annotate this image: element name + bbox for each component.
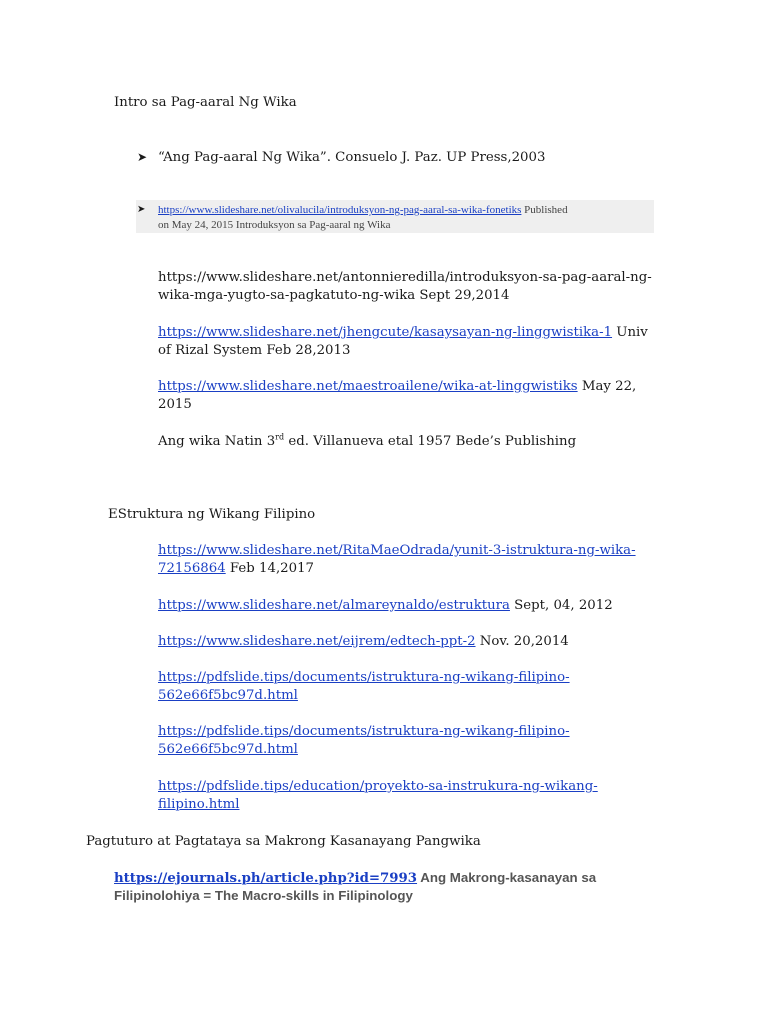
reference-line xyxy=(158,669,570,687)
reference-line: https://www.slideshare.net/maestroailene/wika-at-linggwistiks May 22, xyxy=(158,379,637,394)
reference-line xyxy=(158,542,636,560)
reference-line xyxy=(158,778,598,796)
reference-link[interactable]: https://www.slideshare.net/RitaMaeOdrada/yunit-3-istruktura-ng-wika- xyxy=(158,543,636,558)
reference-line: Filipinolohiya = The Macro-skills in Filipinology xyxy=(114,888,413,903)
reference-link[interactable]: https://www.slideshare.net/jhengcute/kasaysayan-ng-linggwistika-1 xyxy=(158,325,613,340)
arrow-bullet-icon: ➤ xyxy=(137,150,148,164)
reference-link[interactable]: https://www.slideshare.net/almareynaldo/estruktura xyxy=(158,598,510,613)
reference-line: https://www.slideshare.net/almareynaldo/estruktura Sept, 04, 2012 xyxy=(158,598,613,613)
reference-line: https://www.slideshare.net/olivalucila/introduksyon-ng-pag-aaral-sa-wika-fonetiks Published xyxy=(158,204,568,216)
reference-link[interactable]: https://pdfslide.tips/documents/istruktura-ng-wikang-filipino- xyxy=(158,670,570,685)
section-heading-estruktura: EStruktura ng Wikang Filipino xyxy=(108,507,316,522)
reference-link[interactable]: 562e66f5bc97d.html xyxy=(158,742,298,757)
reference-link[interactable]: https://ejournals.ph/article.php?id=7993 xyxy=(114,871,418,886)
reference-line: 72156864 Feb 14,2017 xyxy=(158,561,315,576)
reference-line: 2015 xyxy=(158,397,192,412)
reference-book-villanueva: Ang wika Natin 3rd ed. Villanueva etal 1957 Bede’s Publishing xyxy=(158,432,577,449)
reference-link[interactable]: filipino.html xyxy=(158,797,240,812)
reference-line xyxy=(158,796,239,814)
reference-line: of Rizal System Feb 28,2013 xyxy=(158,343,351,358)
arrow-bullet-icon: ➤ xyxy=(137,204,146,215)
reference-link[interactable]: https://www.slideshare.net/olivalucila/introduksyon-ng-pag-aaral-sa-wika-fonetiks xyxy=(158,204,522,216)
reference-link[interactable]: 562e66f5bc97d.html xyxy=(158,688,298,703)
reference-link[interactable]: https://pdfslide.tips/education/proyekto-sa-instrukura-ng-wikang- xyxy=(158,779,598,794)
reference-url-text: wika-mga-yugto-sa-pagkatuto-ng-wika Sept 29,2014 xyxy=(158,288,510,303)
reference-link[interactable]: https://www.slideshare.net/eijrem/edtech-ppt-2 xyxy=(158,634,476,649)
section-heading-intro: Intro sa Pag-aaral Ng Wika xyxy=(114,95,297,110)
reference-line xyxy=(158,723,570,741)
reference-link[interactable]: 72156864 xyxy=(158,561,226,576)
section-heading-pagtuturo: Pagtuturo at Pagtataya sa Makrong Kasanayang Pangwika xyxy=(86,834,481,849)
reference-line xyxy=(158,687,298,705)
reference-url-text: https://www.slideshare.net/antonnieredilla/introduksyon-sa-pag-aaral-ng- xyxy=(158,270,652,285)
reference-line: on May 24, 2015 Introduksyon sa Pag-aaral ng Wika xyxy=(158,219,391,231)
reference-line xyxy=(158,741,298,759)
reference-book-paz: “Ang Pag-aaral Ng Wika”. Consuelo J. Paz. UP Press,2003 xyxy=(158,150,546,165)
reference-line: https://www.slideshare.net/eijrem/edtech-ppt-2 Nov. 20,2014 xyxy=(158,634,569,649)
reference-line: https://www.slideshare.net/jhengcute/kasaysayan-ng-linggwistika-1 Univ xyxy=(158,325,648,340)
reference-link[interactable]: https://pdfslide.tips/documents/istruktura-ng-wikang-filipino- xyxy=(158,724,570,739)
reference-line: https://ejournals.ph/article.php?id=7993 Ang Makrong-kasanayan sa xyxy=(114,870,597,886)
reference-link[interactable]: https://www.slideshare.net/maestroailene/wika-at-linggwistiks xyxy=(158,379,578,394)
